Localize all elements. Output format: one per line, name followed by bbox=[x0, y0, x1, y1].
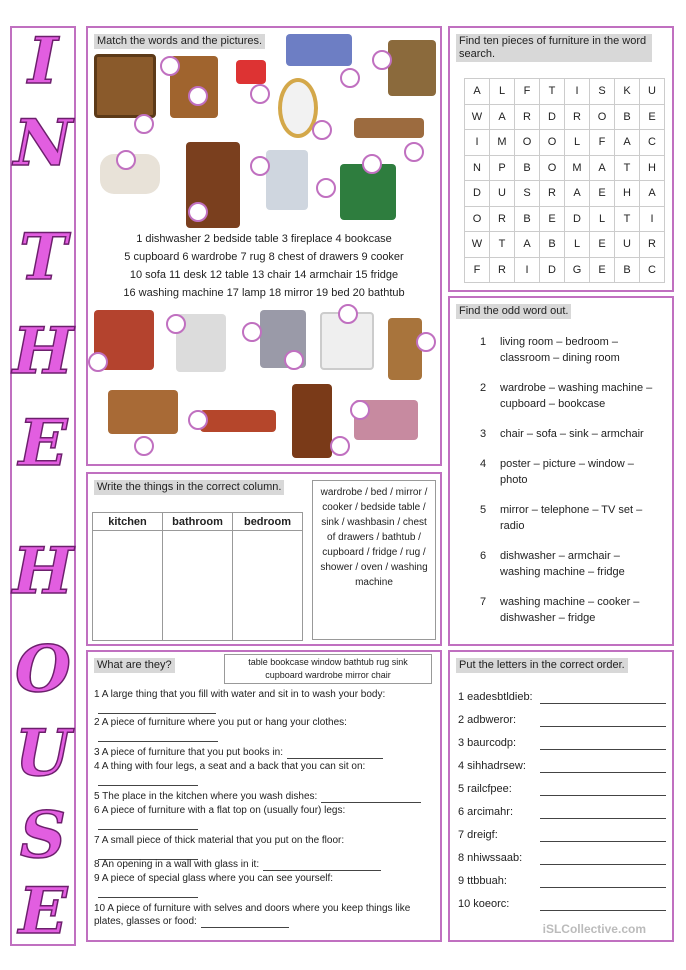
wordsearch-panel bbox=[448, 26, 674, 292]
fridge-picture bbox=[266, 150, 308, 210]
odd-item-number: 6 bbox=[480, 550, 487, 562]
question bbox=[94, 790, 434, 803]
wordsearch-cell[interactable]: E bbox=[640, 104, 665, 130]
answer-circle[interactable] bbox=[188, 410, 208, 430]
answer-circle[interactable] bbox=[338, 304, 358, 324]
scrambled-word: 9 ttbbuah: bbox=[458, 875, 507, 887]
scrambled-word: 2 adbweror: bbox=[458, 714, 517, 726]
wordsearch-cell[interactable]: G bbox=[565, 257, 590, 283]
wordsearch-cell[interactable]: D bbox=[465, 181, 490, 207]
answer-line[interactable] bbox=[540, 841, 666, 842]
match-panel bbox=[86, 26, 442, 466]
desk-picture bbox=[108, 390, 178, 434]
chair-picture bbox=[388, 318, 422, 380]
question-text: 8 An opening in a wall with glass in it: bbox=[94, 859, 260, 870]
letters-panel bbox=[448, 650, 674, 942]
odd-word-panel bbox=[448, 296, 674, 646]
wordsearch-cell[interactable]: U bbox=[490, 181, 515, 207]
wordsearch-cell[interactable]: A bbox=[640, 181, 665, 207]
odd-item-text[interactable]: wardrobe – washing machine – cupboard – bookcase bbox=[500, 382, 653, 410]
wordsearch-cell[interactable]: L bbox=[565, 130, 590, 156]
columns-panel bbox=[86, 472, 442, 646]
letters-item bbox=[458, 897, 666, 911]
answer-circle[interactable] bbox=[134, 436, 154, 456]
answer-circle[interactable] bbox=[188, 202, 208, 222]
title-letter: S bbox=[19, 798, 67, 873]
odd-item-number: 3 bbox=[480, 428, 487, 440]
wordsearch-cell[interactable]: L bbox=[565, 232, 590, 258]
odd-item-text[interactable]: dishwasher – armchair – washing machine – fridge bbox=[500, 550, 625, 578]
odd-item bbox=[480, 548, 660, 580]
title-letter: E bbox=[18, 874, 68, 949]
question bbox=[94, 902, 434, 928]
question bbox=[94, 760, 434, 786]
scrambled-word: 8 nhiwssaab: bbox=[458, 852, 523, 864]
wordsearch-cell[interactable]: R bbox=[540, 181, 565, 207]
wordsearch-cell[interactable]: H bbox=[615, 181, 640, 207]
answer-line[interactable] bbox=[98, 820, 198, 830]
scrambled-word: 6 arcimahr: bbox=[458, 806, 514, 818]
answer-line[interactable] bbox=[98, 704, 216, 714]
odd-header: Find the odd word out. bbox=[456, 304, 571, 319]
answer-circle[interactable] bbox=[312, 120, 332, 140]
odd-item bbox=[480, 380, 660, 412]
title-strip bbox=[10, 24, 76, 949]
bathroom-column[interactable] bbox=[163, 531, 233, 641]
question bbox=[94, 834, 434, 860]
wordsearch-cell[interactable]: R bbox=[490, 206, 515, 232]
answer-line[interactable] bbox=[540, 772, 666, 773]
scrambled-word: 7 dreigf: bbox=[458, 829, 498, 841]
wordsearch-cell[interactable]: U bbox=[615, 232, 640, 258]
answer-circle[interactable] bbox=[330, 436, 350, 456]
wordsearch-cell[interactable]: A bbox=[565, 181, 590, 207]
answer-circle[interactable] bbox=[362, 154, 382, 174]
odd-item bbox=[480, 334, 660, 366]
letters-item bbox=[458, 782, 666, 796]
wordsearch-cell[interactable]: W bbox=[465, 104, 490, 130]
letters-item bbox=[458, 805, 666, 819]
wordsearch-cell[interactable]: C bbox=[640, 257, 665, 283]
cupboard-lamp-picture bbox=[388, 40, 436, 96]
odd-item-number: 5 bbox=[480, 504, 487, 516]
question-text: 4 A thing with four legs, a seat and a back that you can sit on: bbox=[94, 761, 366, 772]
question bbox=[94, 746, 434, 759]
wordsearch-header: Find ten pieces of furniture in the word search. bbox=[456, 34, 652, 62]
wordsearch-cell[interactable]: K bbox=[615, 79, 640, 105]
wordsearch-cell[interactable]: B bbox=[540, 232, 565, 258]
letters-item bbox=[458, 828, 666, 842]
footer-watermark: iSLCollective.com bbox=[542, 922, 646, 936]
answer-circle[interactable] bbox=[250, 156, 270, 176]
word-row: 5 cupboard 6 wardrobe 7 rug 8 chest of drawers 9 cooker bbox=[124, 251, 404, 263]
letters-item bbox=[458, 851, 666, 865]
columns-header: Write the things in the correct column. bbox=[94, 480, 284, 495]
what-word-bank: table bookcase window bathtub rug sink cupboard wardrobe mirror chair bbox=[224, 654, 432, 684]
question-text: 7 A small piece of thick material that you put on the floor: bbox=[94, 835, 345, 846]
column-heading-bedroom: bedroom bbox=[233, 513, 303, 531]
wordsearch-cell[interactable]: O bbox=[465, 206, 490, 232]
answer-line[interactable] bbox=[321, 793, 421, 803]
odd-item-text[interactable]: poster – picture – window – photo bbox=[500, 458, 634, 486]
wordsearch-cell[interactable]: F bbox=[590, 130, 615, 156]
letters-header: Put the letters in the correct order. bbox=[456, 658, 628, 673]
columns-table bbox=[92, 512, 303, 641]
answer-circle[interactable] bbox=[316, 178, 336, 198]
question bbox=[94, 804, 434, 830]
wordsearch-cell[interactable]: A bbox=[515, 232, 540, 258]
wordsearch-cell[interactable]: I bbox=[515, 257, 540, 283]
letters-item bbox=[458, 874, 666, 888]
wordsearch-cell[interactable]: B bbox=[515, 155, 540, 181]
answer-circle[interactable] bbox=[116, 150, 136, 170]
wordsearch-cell[interactable]: I bbox=[565, 79, 590, 105]
wordsearch-cell[interactable]: E bbox=[590, 232, 615, 258]
wordsearch-cell[interactable]: T bbox=[615, 206, 640, 232]
table-picture bbox=[354, 118, 424, 138]
answer-line[interactable] bbox=[540, 795, 666, 796]
answer-line[interactable] bbox=[540, 749, 666, 750]
wordsearch-cell[interactable]: L bbox=[490, 79, 515, 105]
answer-line[interactable] bbox=[201, 918, 289, 928]
title-letter: H bbox=[12, 314, 74, 389]
question bbox=[94, 872, 434, 898]
sofa-picture bbox=[286, 34, 352, 66]
wordsearch-cell[interactable]: E bbox=[590, 257, 615, 283]
what-header: What are they? bbox=[94, 658, 175, 673]
scrambled-word: 5 railcfpee: bbox=[458, 783, 512, 795]
title-letter: T bbox=[19, 220, 67, 295]
answer-circle[interactable] bbox=[242, 322, 262, 342]
answer-line[interactable] bbox=[287, 749, 383, 759]
wordsearch-cell[interactable]: M bbox=[490, 130, 515, 156]
wordsearch-cell[interactable]: B bbox=[615, 257, 640, 283]
word-bank: wardrobe / bed / mirror / cooker / bedside table / sink / washbasin / chest of drawers / bathtub / cupboard / fridge / rug / shower / oven / washing machine bbox=[312, 480, 436, 640]
question bbox=[94, 858, 434, 871]
question-text: 2 A piece of furniture where you put or hang your clothes: bbox=[94, 717, 347, 728]
wordsearch-cell[interactable]: F bbox=[515, 79, 540, 105]
wordsearch-cell[interactable]: T bbox=[615, 155, 640, 181]
what-panel bbox=[86, 650, 442, 942]
scrambled-word: 4 sihhadrsew: bbox=[458, 760, 526, 772]
wordsearch-cell[interactable]: D bbox=[565, 206, 590, 232]
wordsearch-cell[interactable]: O bbox=[540, 155, 565, 181]
wordsearch-cell[interactable]: P bbox=[490, 155, 515, 181]
answer-circle[interactable] bbox=[188, 86, 208, 106]
odd-item bbox=[480, 594, 660, 626]
rug-picture bbox=[200, 410, 276, 432]
bedroom-column[interactable] bbox=[233, 531, 303, 641]
wordsearch-cell[interactable]: F bbox=[465, 257, 490, 283]
bookcase-picture bbox=[94, 54, 156, 118]
answer-circle[interactable] bbox=[340, 68, 360, 88]
wordsearch-cell[interactable]: O bbox=[515, 130, 540, 156]
scrambled-word: 3 baurcodp: bbox=[458, 737, 517, 749]
kitchen-column[interactable] bbox=[93, 531, 163, 641]
answer-circle[interactable] bbox=[166, 314, 186, 334]
word-row: 16 washing machine 17 lamp 18 mirror 19 bed 20 bathtub bbox=[123, 287, 405, 299]
answer-circle[interactable] bbox=[372, 50, 392, 70]
wordsearch-cell[interactable]: T bbox=[540, 79, 565, 105]
question-text: 1 A large thing that you fill with water and sit in to wash your body: bbox=[94, 689, 386, 700]
answer-line[interactable] bbox=[540, 864, 666, 865]
answer-circle[interactable] bbox=[284, 350, 304, 370]
answer-line[interactable] bbox=[98, 888, 198, 898]
title-letter: E bbox=[18, 406, 68, 481]
wordsearch-cell[interactable]: C bbox=[640, 130, 665, 156]
wordsearch-cell[interactable]: R bbox=[565, 104, 590, 130]
odd-item-text[interactable]: mirror – telephone – TV set – radio bbox=[500, 504, 643, 532]
wordsearch-cell[interactable]: O bbox=[540, 130, 565, 156]
wordsearch-cell[interactable]: R bbox=[640, 232, 665, 258]
wordsearch-cell[interactable]: U bbox=[640, 79, 665, 105]
title-letter: I bbox=[28, 24, 58, 99]
odd-item-text[interactable]: washing machine – cooker – dishwasher – fridge bbox=[500, 596, 640, 624]
question-text: 10 A piece of furniture with selves and doors where you keep things like plates, glasses or food: bbox=[94, 903, 411, 927]
wordsearch-cell[interactable]: A bbox=[490, 104, 515, 130]
question bbox=[94, 688, 434, 714]
wordsearch-cell[interactable]: A bbox=[590, 155, 615, 181]
answer-line[interactable] bbox=[540, 910, 666, 911]
answer-line[interactable] bbox=[540, 703, 666, 704]
scrambled-word: 10 koeorc: bbox=[458, 898, 510, 910]
column-heading-kitchen: kitchen bbox=[93, 513, 163, 531]
answer-line[interactable] bbox=[98, 732, 218, 742]
odd-item-text[interactable]: living room – bedroom – classroom – dining room bbox=[500, 336, 620, 364]
word-row: 10 sofa 11 desk 12 table 13 chair 14 armchair 15 fridge bbox=[129, 269, 399, 281]
answer-line[interactable] bbox=[540, 818, 666, 819]
odd-item-number: 2 bbox=[480, 382, 487, 394]
answer-circle[interactable] bbox=[88, 352, 108, 372]
letters-item bbox=[458, 690, 666, 704]
answer-circle[interactable] bbox=[134, 114, 154, 134]
scrambled-word: 1 eadesbtldieb: bbox=[458, 691, 533, 703]
wordsearch-cell[interactable]: W bbox=[465, 232, 490, 258]
letters-item bbox=[458, 736, 666, 750]
wordsearch-cell[interactable]: N bbox=[465, 155, 490, 181]
odd-item-text[interactable]: chair – sofa – sink – armchair bbox=[500, 428, 644, 440]
question bbox=[94, 716, 434, 742]
wordsearch-cell[interactable]: R bbox=[490, 257, 515, 283]
wordsearch-cell[interactable]: S bbox=[515, 181, 540, 207]
answer-circle[interactable] bbox=[250, 84, 270, 104]
wordsearch-cell[interactable]: A bbox=[615, 130, 640, 156]
wordsearch-cell[interactable]: M bbox=[565, 155, 590, 181]
question-text: 5 The place in the kitchen where you wash dishes: bbox=[94, 791, 318, 802]
title-letter: H bbox=[12, 534, 74, 609]
wordsearch-cell[interactable]: I bbox=[465, 130, 490, 156]
wordsearch-cell[interactable]: T bbox=[490, 232, 515, 258]
column-heading-bathroom: bathroom bbox=[163, 513, 233, 531]
match-header: Match the words and the pictures. bbox=[94, 34, 265, 49]
question-text: 6 A piece of furniture with a flat top on (usually four) legs: bbox=[94, 805, 346, 816]
word-row: 1 dishwasher 2 bedside table 3 fireplace 4 bookcase bbox=[136, 233, 392, 245]
wordsearch-cell[interactable]: H bbox=[640, 155, 665, 181]
letters-item bbox=[458, 713, 666, 727]
wordsearch-cell[interactable]: S bbox=[590, 79, 615, 105]
question-text: 3 A piece of furniture that you put books in: bbox=[94, 747, 284, 758]
odd-item-number: 7 bbox=[480, 596, 487, 608]
wordsearch-cell[interactable]: E bbox=[540, 206, 565, 232]
answer-circle[interactable] bbox=[404, 142, 424, 162]
answer-line[interactable] bbox=[540, 726, 666, 727]
odd-item bbox=[480, 456, 660, 488]
odd-item-number: 1 bbox=[480, 336, 487, 348]
wordsearch-cell[interactable]: E bbox=[590, 181, 615, 207]
wordsearch-cell[interactable]: R bbox=[515, 104, 540, 130]
wordsearch-cell[interactable]: B bbox=[615, 104, 640, 130]
letters-item bbox=[458, 759, 666, 773]
wordsearch-cell[interactable]: B bbox=[515, 206, 540, 232]
answer-circle[interactable] bbox=[350, 400, 370, 420]
odd-item bbox=[480, 426, 660, 442]
wordsearch-cell[interactable]: I bbox=[640, 206, 665, 232]
answer-line[interactable] bbox=[98, 776, 198, 786]
wordsearch-grid bbox=[464, 78, 665, 283]
wordsearch-cell[interactable]: D bbox=[540, 257, 565, 283]
wordsearch-cell[interactable]: O bbox=[590, 104, 615, 130]
wordsearch-cell[interactable]: L bbox=[590, 206, 615, 232]
odd-item bbox=[480, 502, 660, 534]
wordsearch-cell[interactable]: D bbox=[540, 104, 565, 130]
title-letter: U bbox=[15, 716, 71, 791]
wordsearch-cell[interactable]: A bbox=[465, 79, 490, 105]
title-letter: O bbox=[15, 632, 71, 707]
chest-of-drawers-picture bbox=[292, 384, 332, 458]
answer-circle[interactable] bbox=[416, 332, 436, 352]
lamp-picture bbox=[236, 60, 266, 84]
answer-line[interactable] bbox=[263, 861, 381, 871]
question-text: 9 A piece of special glass where you can see yourself: bbox=[94, 873, 334, 884]
answer-line[interactable] bbox=[540, 887, 666, 888]
answer-circle[interactable] bbox=[160, 56, 180, 76]
odd-item-number: 4 bbox=[480, 458, 487, 470]
title-letter: N bbox=[13, 106, 73, 181]
